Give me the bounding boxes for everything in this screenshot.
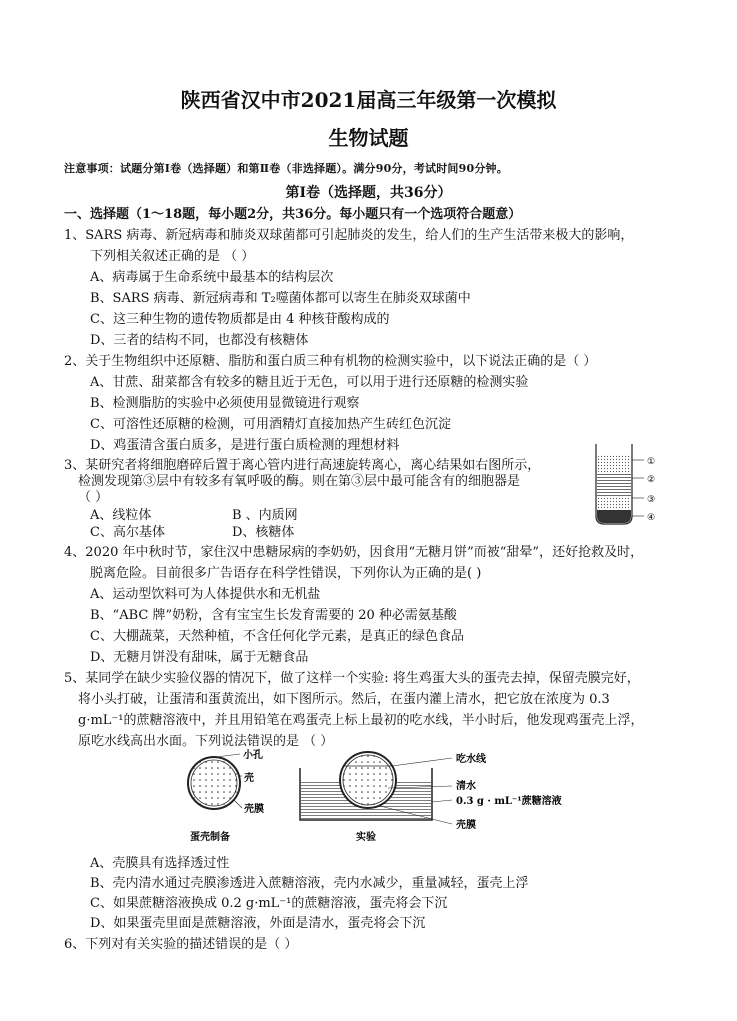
question-5-option-a: A、壳膜具有选择透过性	[90, 856, 230, 871]
question-3-option-b: B 、内质网	[232, 508, 298, 523]
question-1-option-c: C、这三种生物的遗传物质都是由 4 种核苷酸构成的	[90, 312, 390, 327]
volume-title: 第Ⅰ卷（选择题，共36分）	[285, 185, 452, 201]
question-2-option-a: A、甘蔗、甜菜都含有较多的糖且近于无色，可以用于进行还原糖的检测实验	[90, 375, 529, 390]
egg-experiment-figure	[180, 748, 600, 848]
label-shell-membrane-right: 壳膜	[456, 820, 476, 831]
question-1-option-b: B、SARS 病毒、新冠病毒和 T₂噬菌体都可以寄生在肺炎双球菌中	[90, 291, 471, 306]
tube-layer-label-2: ②	[647, 475, 656, 485]
question-5-stem-line-4: 原吃水线高出水面。下列说法错误的是 （ ）	[78, 734, 334, 749]
beaker-with-egg	[300, 752, 452, 824]
tube-layer-label-4: ④	[647, 513, 656, 523]
question-5-stem-line-3: g·mL⁻¹的蔗糖溶液中，并且用铅笔在鸡蛋壳上标上最初的吃水线，半小时后，他发现鸡蛋壳上浮，	[78, 713, 644, 728]
label-waterline: 吃水线	[456, 754, 486, 765]
question-1-option-a: A、病毒属于生命系统中最基本的结构层次	[90, 270, 334, 285]
label-shell-membrane-left: 壳膜	[244, 804, 264, 815]
question-3-stem-line-1: 3、某研究者将细胞磨碎后置于离心管内进行高速旋转离心，离心结果如右图所示，	[64, 458, 541, 473]
question-3-stem-line-3: （ ）	[78, 490, 109, 505]
question-1-option-d: D、三者的结构不同，也都没有核糖体	[90, 333, 309, 348]
question-3-option-c: C、高尔基体	[90, 525, 165, 540]
right-figure-caption: 实验	[356, 832, 376, 843]
centrifuge-tube	[596, 444, 644, 524]
tube-layer-label-1: ①	[647, 457, 656, 467]
question-3-option-a: A、线粒体	[90, 508, 152, 523]
question-5-stem-line-1: 5、某同学在缺少实验仪器的情况下，做了这样一个实验: 将生鸡蛋大头的蛋壳去掉，保留壳膜完好，	[64, 671, 640, 686]
question-2-option-b: B、检测脂肪的实验中必须使用显微镜进行观察	[90, 396, 360, 411]
question-5-option-b: B、壳内清水通过壳膜渗透进入蔗糖溶液，壳内水减少，重量减轻，蛋壳上浮	[90, 876, 529, 891]
question-3-stem-line-2: 检测发现第③层中有较多有氧呼吸的酶。则在第③层中最可能含有的细胞器是	[78, 474, 521, 489]
section-title: 一、选择题（1～18题，每小题2分，共36分。每小题只有一个选项符合题意）	[64, 207, 522, 222]
label-small-hole: 小孔	[243, 750, 263, 761]
page-title: 陕西省汉中市2021届高三年级第一次模拟	[180, 88, 557, 112]
question-1-stem-line-2: 下列相关叙述正确的是 （ ）	[90, 249, 255, 264]
question-4-option-d: D、无糖月饼没有甜味，属于无糖食品	[90, 650, 309, 665]
question-6-stem-line-1: 6、下列对有关实验的描述错误的是（ ）	[64, 937, 298, 952]
question-4-stem-line-1: 4、2020 年中秋时节，家住汉中患糖尿病的李奶奶，因食用“无糖月饼”而被“甜晕”，还好抢救及时，	[64, 545, 644, 560]
question-5-stem-line-2: 将小头打破，让蛋清和蛋黄流出，如下图所示。然后，在蛋内灌上清水，把它放在浓度为 0.3	[78, 692, 610, 707]
label-shell: 壳	[244, 773, 254, 784]
left-figure-caption: 蛋壳制备	[190, 832, 230, 843]
tube-layer-label-3: ③	[647, 495, 656, 505]
label-sucrose-solution: 0.3 g · mL⁻¹蔗糖溶液	[456, 796, 562, 807]
question-4-option-b: B、“ABC 牌”奶粉，含有宝宝生长发育需要的 20 种必需氨基酸	[90, 608, 457, 623]
page-subtitle: 生物试题	[328, 126, 409, 150]
question-4-option-c: C、大棚蔬菜，天然种植，不含任何化学元素，是真正的绿色食品	[90, 629, 464, 644]
question-2-option-d: D、鸡蛋清含蛋白质多，是进行蛋白质检测的理想材料	[90, 438, 400, 453]
question-4-option-a: A、运动型饮料可为人体提供水和无机盐	[90, 587, 321, 602]
question-3-option-d: D、核糖体	[232, 525, 295, 540]
question-2-option-c: C、可溶性还原糖的检测，可用酒精灯直接加热产生砖红色沉淀	[90, 417, 451, 432]
question-2-stem-line-1: 2、关于生物组织中还原糖、脂肪和蛋白质三种有机物的检测实验中，以下说法正确的是（ ）	[64, 354, 597, 369]
centrifuge-tube-figure	[588, 440, 688, 530]
question-4-stem-line-2: 脱离危险。目前很多广告语存在科学性错误，下列你认为正确的是( )	[90, 566, 482, 581]
prepared-eggshell	[188, 754, 242, 809]
question-5-option-c: C、如果蔗糖溶液换成 0.2 g·mL⁻¹的蔗糖溶液，蛋壳将会下沉	[90, 896, 448, 911]
question-5-option-d: D、如果蛋壳里面是蔗糖溶液，外面是清水，蛋壳将会下沉	[90, 916, 426, 931]
label-clear-water: 清水	[456, 781, 476, 792]
question-1-stem-line-1: 1、SARS 病毒、新冠病毒和肺炎双球菌都可引起肺炎的发生，给人们的生产生活带来极大的影响，	[64, 228, 634, 243]
exam-notice: 注意事项：试题分第Ⅰ卷（选择题）和第Ⅱ卷（非选择题）。满分90分，考试时间90分钟。	[64, 162, 508, 175]
